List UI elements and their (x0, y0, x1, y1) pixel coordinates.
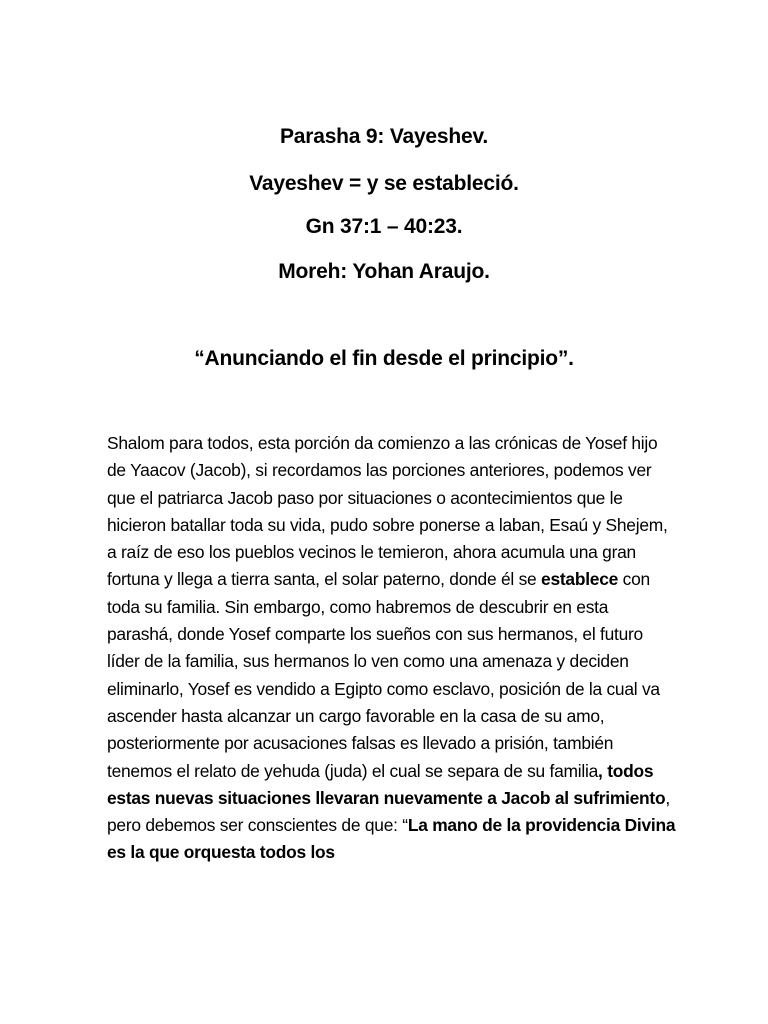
body-bold-segment: establece (541, 569, 619, 590)
body-bold-segment: La mano de la providencia Divina es la que orquesta todos los (107, 815, 676, 863)
title-author: Moreh: Yohan Araujo. (278, 260, 490, 283)
body-text-segment: , pero debemos ser conscientes de que: “ (107, 787, 670, 836)
body-bold-segment: , todos estas nuevas situaciones llevaran nuevamente a Jacob al sufrimiento (107, 760, 666, 808)
title-reference: Gn 37:1 – 40:23. (305, 215, 463, 238)
title-meaning: Vayeshev = y se estableció. (249, 172, 519, 195)
body-text-segment: con toda su familia. Sin embargo, como habremos de descubrir en esta parashá, donde Yosef comparte los sueños con sus hermanos, el futuro líder de la familia, sus hermanos lo ven como una amenaza y deciden eliminarlo, Yosef es vendido a Egipto como esclavo, posición de la cual va ascender hasta alcanzar un cargo favorable en la casa de su amo, posteriormente por acusaciones falsas es llevado a prisión, también tenemos el relato de yehuda (juda) el cual se separa de su familia (107, 569, 660, 781)
body-text-segment: Shalom para todos, esta porción da comienzo a las crónicas de Yosef hijo de Yaacov (Jacob), si recordamos las porciones anteriores, podemos ver que el patriarca Jacob paso por situaciones o acontecimientos que le hicieron batallar toda su vida, pudo sobre ponerse a laban, Esaú y Shejem, a raíz de eso los pueblos vecinos le temieron, ahora acumula una gran fortuna y llega a tierra santa, el solar paterno, donde él se (107, 433, 668, 590)
quote-heading: “Anunciando el fin desde el principio”. (194, 347, 574, 370)
title-parasha: Parasha 9: Vayeshev. (279, 125, 489, 148)
body-paragraph (107, 430, 677, 867)
